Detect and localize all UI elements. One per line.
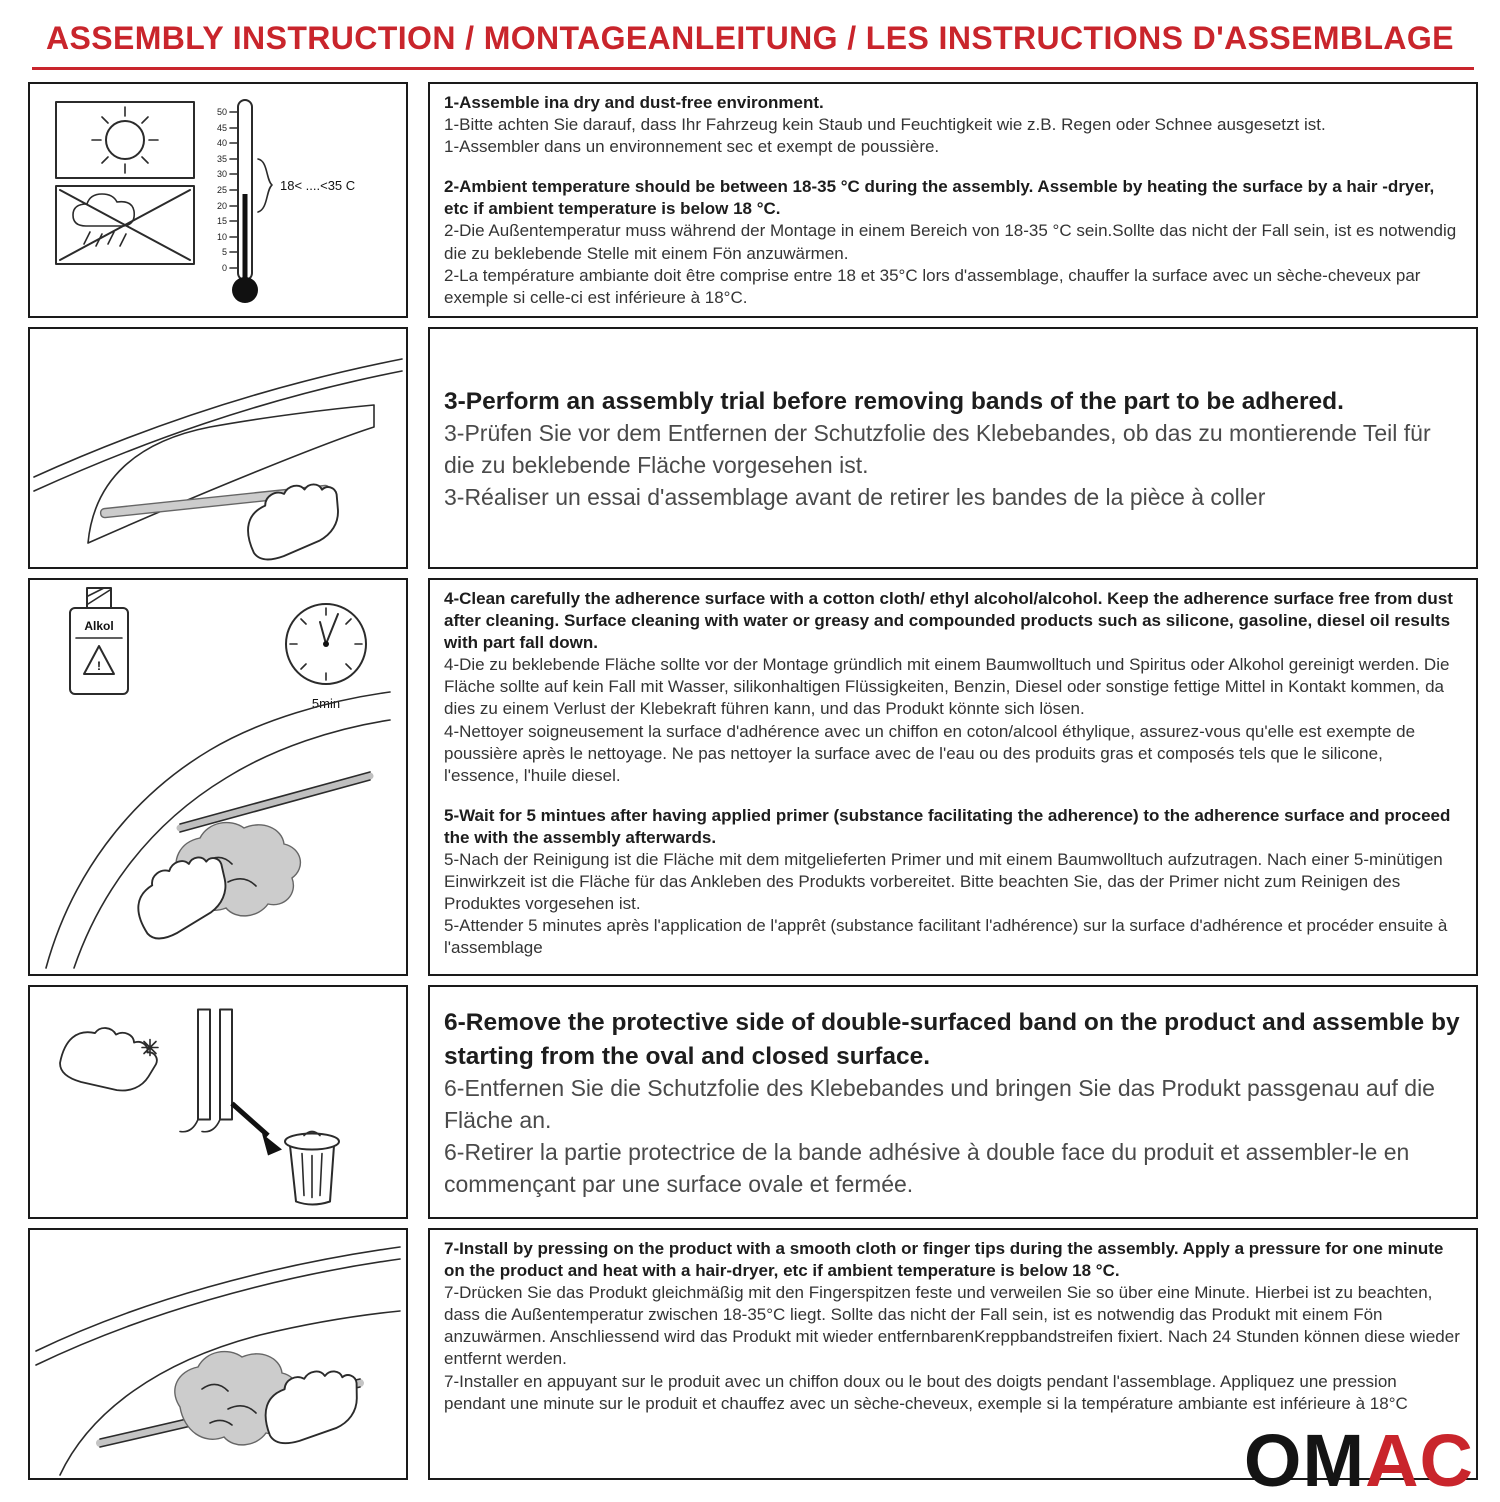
instruction-de: 3-Prüfen Sie vor dem Entfernen der Schutzfolie des Klebebandes, ob das zu montierende Teil für die zu beklebende Fläche vorgesehen ist. bbox=[444, 420, 1431, 479]
temperature-range-label: 18< ....<35 C bbox=[280, 178, 356, 193]
instructions-step-3 bbox=[428, 327, 1478, 569]
svg-text:35: 35 bbox=[216, 154, 227, 164]
sparkle-icon bbox=[142, 1040, 158, 1056]
svg-text:45: 45 bbox=[216, 123, 227, 133]
instruction-de: 7-Drücken Sie das Produkt gleichmäßig mit den Fingerspitzen feste und verweilen Sie so über eine Minute. Hierbei ist zu beachten, dass die Außentemperatur zwischen 18-35°C liegt. Sollte das nicht der Fall sein, ist es notwendig das Produkt mit einem Fön anzuwärmen. Anschliessend wird das Produkt mit wieder entfernbarenKreppbandstreifen fixiert. Nach 24 Stunden können diese wieder entfernt werden. bbox=[444, 1283, 1460, 1369]
illustration-press-install bbox=[28, 1228, 408, 1480]
thermometer-icon bbox=[217, 100, 355, 303]
svg-text:25: 25 bbox=[216, 185, 227, 195]
illustration-cleaning bbox=[28, 578, 408, 976]
instruction-de: 2-Die Außentemperatur muss während der Montage in einem Bereich von 18-35 °C sein.Sollte das nicht der Fall sein, ist es notwendig die zu beklebende Stelle mit einem Fön anzuwärmen. bbox=[444, 221, 1457, 263]
instruction-en: 2-Ambient temperature should be between 18-35 °C during the assembly. Assemble by heating the surface by a hair -dryer, etc if ambient temperature is below 18 °C. bbox=[444, 177, 1435, 219]
hand-icon bbox=[240, 478, 347, 563]
arrow-to-trash bbox=[232, 1104, 282, 1156]
instruction-fr: 7-Installer en appuyant sur le produit avec un chiffon doux ou le bout des doigts pendant l'assemblage. Appliquez une pression pendant une minute sur le produit et chauffez avec un sèche-cheveux, exemple si la température ambiante est inférieure à 18°C bbox=[444, 1371, 1408, 1413]
instruction-de: 5-Nach der Reinigung ist die Fläche mit dem mitgelieferten Primer und mit einem Baumwolltuch aufzutragen. Nach einer 5-minütigen Einwirkzeit ist die Fläche für das Ankleben des Produkts vorbereitet. Bitte beachten Sie, das der Primer nicht zum Reinigen des Produktes vorgesehen ist. bbox=[444, 850, 1443, 914]
instruction-fr: 5-Attender 5 minutes après l'application de l'apprêt (substance facilitant l'adhérence) sur la surface d'adhérence et procéder ensuite à l'assemblage bbox=[444, 916, 1448, 958]
instruction-en: 4-Clean carefully the adherence surface with a cotton cloth/ ethyl alcohol/alcohol. Keep the adherence surface free from dust after cleaning. Surface cleaning with water or greasy and compounded products such as silicone, gasoline, diesel oil results with part fall down. bbox=[444, 589, 1453, 653]
instruction-de: 1-Bitte achten Sie darauf, dass Ihr Fahrzeug kein Staub und Feuchtigkeit wie z.B. Regen oder Schnee ausgesetzt ist. bbox=[444, 115, 1326, 135]
instruction-fr: 1-Assembler dans un environnement sec et exempt de poussière. bbox=[444, 137, 940, 157]
section-row-2 bbox=[28, 327, 1478, 569]
illustration-trial-fit bbox=[28, 327, 408, 569]
page-title: ASSEMBLY INSTRUCTION / MONTAGEANLEITUNG / LES INSTRUCTIONS D'ASSEMBLAGE bbox=[46, 20, 1454, 56]
omac-logo-black-part: OM bbox=[1243, 1419, 1366, 1502]
svg-text:30: 30 bbox=[216, 169, 227, 179]
instruction-en: 7-Install by pressing on the product with a smooth cloth or finger tips during the assembly. Apply a pressure for one minute on the product and heat with a hair-dryer, etc if ambient temperature is below 18 °C. bbox=[444, 1239, 1444, 1281]
illustration-remove-band bbox=[28, 985, 408, 1219]
instructions-step-6 bbox=[428, 985, 1478, 1219]
svg-text:15: 15 bbox=[216, 216, 227, 226]
alcohol-label: Alkol bbox=[84, 619, 114, 633]
svg-text:50: 50 bbox=[216, 107, 227, 117]
instruction-de: 4-Die zu beklebende Fläche sollte vor der Montage gründlich mit einem Baumwolltuch und Spiritus oder Alkohol gereinigt werden. Die Fläche sollte auf kein Fall mit Wasser, silikonhaltigen Flüssigkeiten, Benzin, Diesel oder sonstige fettige Mittel in Kontakt kommen, da dies zu einem Verlust der Klebekraft führen kann, und das Produkt könnte sich lösen. bbox=[444, 655, 1450, 719]
title-underline bbox=[32, 67, 1474, 70]
svg-text:10: 10 bbox=[216, 232, 227, 242]
omac-logo-red-part: AC bbox=[1365, 1419, 1474, 1502]
instruction-fr: 6-Retirer la partie protectrice de la bande adhésive à double face du produit et assembler-le en commençant par une surface ovale et fermée. bbox=[444, 1138, 1410, 1197]
section-row-3 bbox=[28, 578, 1478, 976]
instruction-fr: 2-La température ambiante doit être comprise entre 18 et 35°C lors d'assemblage, chauffer la surface avec un sèche-cheveux par exemple si celle-ci est inférieure à 18°C. bbox=[444, 265, 1421, 307]
trash-can-icon bbox=[285, 1132, 339, 1205]
clock-icon bbox=[286, 604, 366, 711]
adhesive-strips bbox=[180, 1010, 232, 1132]
instruction-en: 6-Remove the protective side of double-surfaced band on the product and assemble by starting from the oval and closed surface. bbox=[444, 1008, 1460, 1070]
instructions-step-4-5 bbox=[428, 578, 1478, 976]
svg-text:0: 0 bbox=[221, 263, 227, 273]
instruction-en: 3-Perform an assembly trial before removing bands of the part to be adhered. bbox=[444, 387, 1344, 415]
svg-text:40: 40 bbox=[216, 138, 227, 148]
warning-exclamation: ! bbox=[97, 659, 101, 673]
sun-icon bbox=[56, 102, 194, 178]
section-row-1 bbox=[28, 82, 1478, 318]
hand-icon bbox=[126, 848, 238, 944]
car-window-drawing bbox=[34, 359, 402, 543]
illustration-temperature-conditions bbox=[28, 82, 408, 318]
instruction-fr: 3-Réaliser un essai d'assemblage avant de retirer les bandes de la pièce à coller bbox=[444, 483, 1266, 510]
instruction-de: 6-Entfernen Sie die Schutzfolie des Klebebandes und bringen Sie das Produkt passgenau auf die Fläche an. bbox=[444, 1075, 1435, 1134]
no-rain-icon bbox=[56, 186, 194, 264]
omac-logo bbox=[1243, 1419, 1474, 1502]
alcohol-bottle-icon bbox=[70, 588, 128, 694]
section-row-4 bbox=[28, 985, 1478, 1219]
svg-text:20: 20 bbox=[216, 201, 227, 211]
instructions-step-1-2 bbox=[428, 82, 1478, 318]
clock-label: 5min bbox=[311, 696, 341, 711]
instruction-fr: 4-Nettoyer soigneusement la surface d'adhérence avec un chiffon en coton/alcool éthylique, assurez-vous qu'elle est exempte de poussière après le nettoyage. Ne pas nettoyer la surface avec de l'eau ou des produits gras et composés tels que le silicone, l'essence, l'huile diesel. bbox=[444, 721, 1416, 785]
trim-strip bbox=[180, 772, 370, 832]
svg-text:5: 5 bbox=[221, 247, 227, 257]
instruction-en: 1-Assemble ina dry and dust-free environment. bbox=[444, 93, 824, 112]
instruction-en: 5-Wait for 5 mintues after having applied primer (substance facilitating the adherence) to the adherence surface and proceed the with the assembly afterwards. bbox=[444, 805, 1451, 847]
hand-icon bbox=[55, 1013, 163, 1108]
